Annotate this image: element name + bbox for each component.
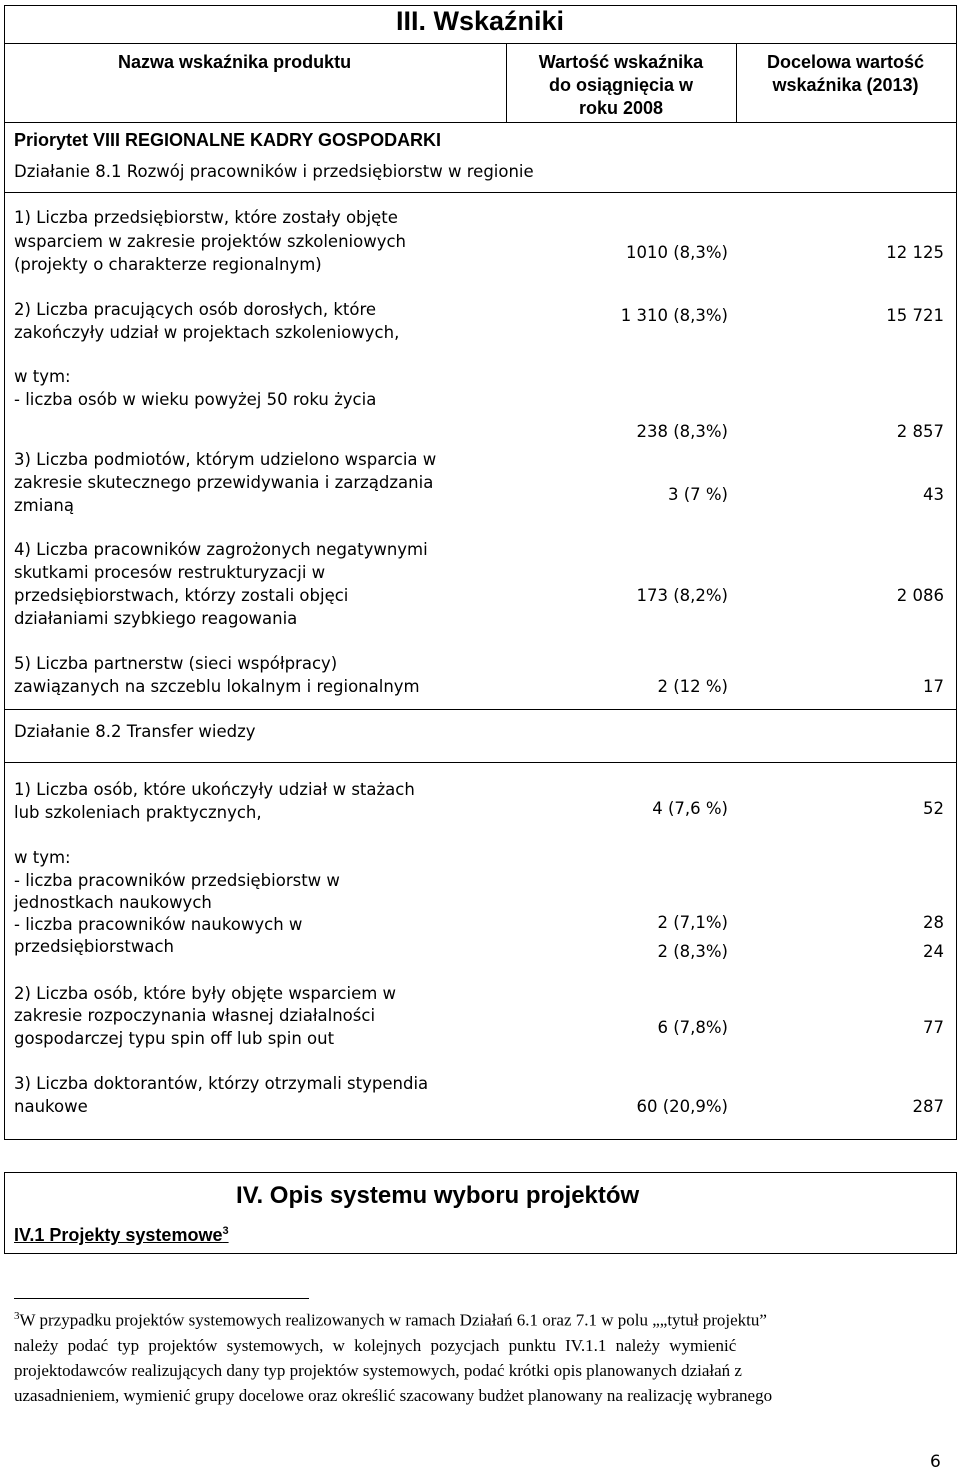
row-divider-action82-bottom <box>4 762 956 763</box>
row-text: zmianą <box>14 496 74 515</box>
header-bottom-divider <box>4 122 956 123</box>
value-2008: 2 (7,1%) <box>657 913 728 932</box>
row-text: 2) Liczba pracujących osób dorosłych, które <box>14 300 377 319</box>
section-title: III. Wskaźniki <box>395 6 565 36</box>
col-header-target-l2: wskaźnika (2013) <box>772 75 919 95</box>
col-header-value-2008-l1: Wartość wskaźnika <box>538 52 704 72</box>
row-text: 2) Liczba osób, które były objęte wsparciem w <box>14 984 397 1003</box>
row-text: gospodarczej typu spin off lub spin out <box>14 1029 335 1048</box>
row-text: lub szkoleniach praktycznych, <box>14 803 262 822</box>
footnote-line-4: uzasadnieniem, wymienić grupy docelowe oraz określić szacowany budżet planowany na realizację wybranego <box>14 1386 773 1405</box>
value-2013: 77 <box>923 1018 944 1037</box>
subtitle-text: IV.1 Projekty systemowe <box>14 1225 223 1245</box>
row-text: przedsiębiorstwach <box>14 937 175 956</box>
row-text: zawiązanych na szczeblu lokalnym i regionalnym <box>14 677 420 696</box>
footnote-line-1 <box>14 1310 767 1331</box>
col-header-value-2008-l2: do osiągnięcia w <box>548 75 694 95</box>
page-number: 6 <box>930 1452 941 1472</box>
footnote-line-3: projektodawców realizujących dany typ projektów systemowych, podać krótki opis planowanych działań z <box>14 1361 742 1380</box>
row-divider-action82-top <box>4 709 956 710</box>
row-text: zakończyły udział w projektach szkoleniowych, <box>14 323 400 342</box>
row-text: - liczba osób w wieku powyżej 50 roku życia <box>14 390 377 409</box>
action-81-label: Działanie 8.1 Rozwój pracowników i przedsiębiorstw w regionie <box>14 162 534 181</box>
footnote-separator <box>14 1298 309 1299</box>
value-2013: 287 <box>912 1097 944 1116</box>
row-text: 4) Liczba pracowników zagrożonych negatywnymi <box>14 540 428 559</box>
footnote-text: W przypadku projektów systemowych realizowanych w ramach Działań 6.1 oraz 7.1 w polu „„tytuł projektu” <box>19 1310 767 1330</box>
row-text: - liczba pracowników naukowych w <box>14 915 303 934</box>
row-divider-action81 <box>4 192 956 193</box>
row-text: 3) Liczba doktorantów, którzy otrzymali stypendia <box>14 1074 429 1093</box>
row-text: (projekty o charakterze regionalnym) <box>14 255 322 274</box>
value-2008: 6 (7,8%) <box>657 1018 728 1037</box>
value-2008: 1 310 (8,3%) <box>620 306 728 325</box>
value-2013: 2 857 <box>896 422 944 441</box>
row-text: wsparciem w zakresie projektów szkoleniowych <box>14 232 407 251</box>
value-2013: 2 086 <box>896 586 944 605</box>
section-4-subtitle <box>14 1225 229 1246</box>
priority-label: Priorytet VIII REGIONALNE KADRY GOSPODARKI <box>14 130 442 150</box>
footnote-line-2: należy podać typ projektów systemowych, w kolejnych pozycjach punktu IV.1.1 należy wymienić <box>14 1336 737 1355</box>
value-2013: 15 721 <box>886 306 944 325</box>
row-text: jednostkach naukowych <box>14 893 212 912</box>
header-divider <box>4 43 956 44</box>
value-2008: 238 (8,3%) <box>636 422 728 441</box>
footnote-mark: 3 <box>14 1310 20 1322</box>
row-text: zakresie skutecznego przewidywania i zarządzania <box>14 473 434 492</box>
row-text: 5) Liczba partnerstw (sieci współpracy) <box>14 654 338 673</box>
value-2008: 4 (7,6 %) <box>652 799 728 818</box>
col-header-value-2008-l3: roku 2008 <box>578 98 664 118</box>
value-2013: 28 <box>923 913 944 932</box>
row-text: 1) Liczba przedsiębiorstw, które zostały objęte <box>14 208 398 227</box>
footnote-ref[interactable]: 3 <box>222 1225 229 1237</box>
value-2013: 43 <box>923 485 944 504</box>
row-text: - liczba pracowników przedsiębiorstw w <box>14 871 340 890</box>
value-2008: 3 (7 %) <box>667 485 728 504</box>
row-text: zakresie rozpoczynania własnej działalności <box>14 1006 376 1025</box>
value-2013: 12 125 <box>886 243 944 262</box>
row-text: skutkami procesów restrukturyzacji w <box>14 563 326 582</box>
value-2008: 60 (20,9%) <box>636 1097 728 1116</box>
action-82-label: Działanie 8.2 Transfer wiedzy <box>14 722 256 741</box>
col-header-target-l1: Docelowa wartość <box>766 52 925 72</box>
value-2013: 24 <box>923 942 944 961</box>
value-2013: 52 <box>923 799 944 818</box>
value-2008: 2 (8,3%) <box>657 942 728 961</box>
section-4-title: IV. Opis systemu wyboru projektów <box>236 1182 640 1209</box>
row-text: naukowe <box>14 1097 88 1116</box>
col-header-name: Nazwa wskaźnika produktu <box>118 52 352 72</box>
row-text: w tym: <box>14 848 71 867</box>
row-text: przedsiębiorstwach, którzy zostali objęci <box>14 586 349 605</box>
value-2008: 173 (8,2%) <box>636 586 728 605</box>
value-2008: 1010 (8,3%) <box>625 243 728 262</box>
value-2013: 17 <box>923 677 944 696</box>
row-text: 1) Liczba osób, które ukończyły udział w stażach <box>14 780 415 799</box>
row-text: działaniami szybkiego reagowania <box>14 609 298 628</box>
row-text: 3) Liczba podmiotów, którym udzielono wsparcia w <box>14 450 437 469</box>
row-text: w tym: <box>14 367 71 386</box>
value-2008: 2 (12 %) <box>657 677 728 696</box>
